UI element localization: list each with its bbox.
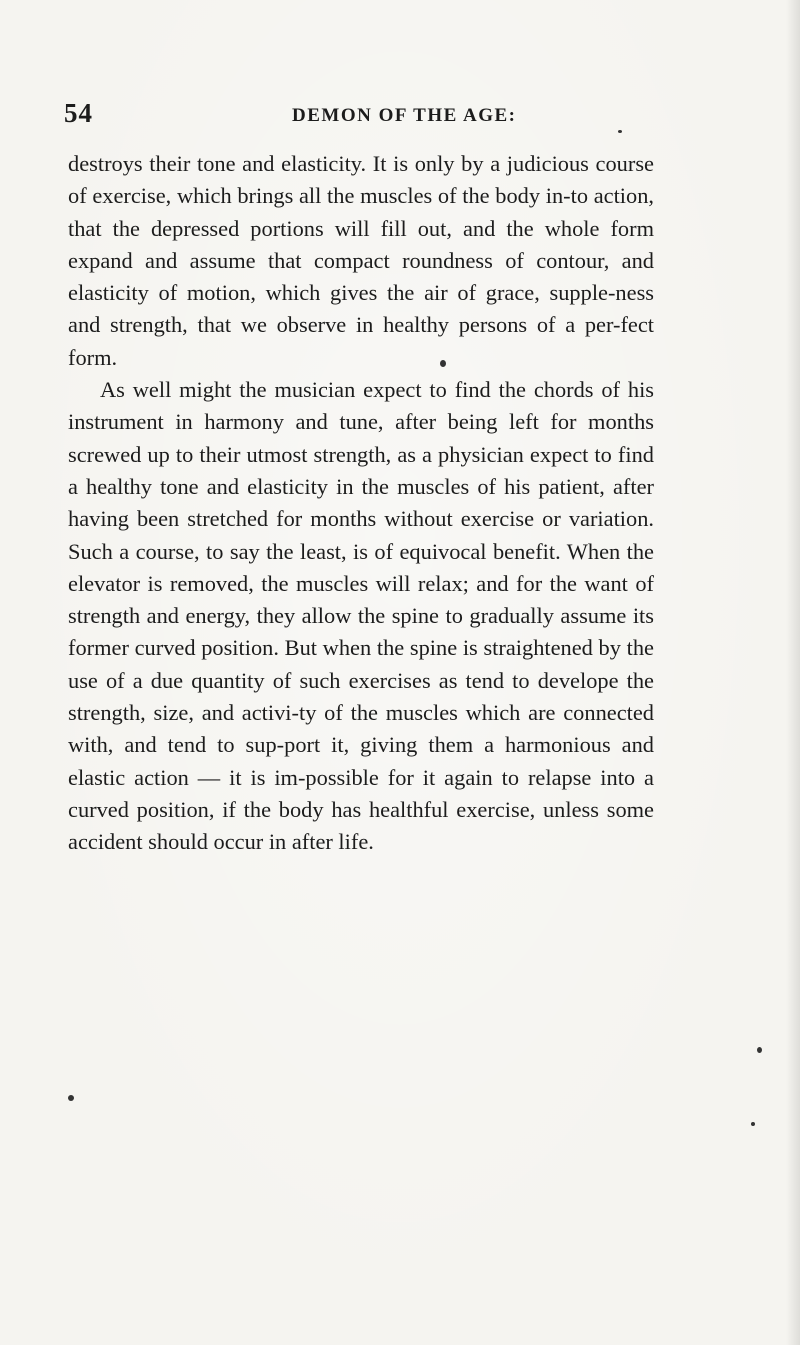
paper-speck bbox=[751, 1122, 755, 1126]
paragraph-1: destroys their tone and elasticity. It is only by a judicious course of exercise, which brings all the muscles of the body in-to action, that the depressed portions will fill out, and the whole form expand and assume that compact roundness of contour, and elasticity of motion, which gives the air of grace, supple-ness and strength, that we observe in healthy persons of a per-fect form. bbox=[68, 151, 654, 370]
running-head: DEMON OF THE AGE: bbox=[292, 105, 517, 126]
page-number: 54 bbox=[64, 98, 93, 128]
paper-speck bbox=[440, 360, 446, 367]
body-text bbox=[68, 148, 654, 859]
paper-speck bbox=[68, 1095, 74, 1101]
paper-speck bbox=[618, 130, 622, 133]
page-edge-shadow bbox=[786, 0, 800, 1345]
paper-speck bbox=[757, 1047, 762, 1053]
paragraph-2: As well might the musician expect to find the chords of his instrument in harmony and tune, after being left for months screwed up to their utmost strength, as a physician expect to find a healthy tone and elasticity in the muscles of his patient, after having been stretched for months without exercise or variation. Such a course, to say the least, is of equivocal benefit. When the elevator is removed, the muscles will relax; and for the want of strength and energy, they allow the spine to gradually assume its former curved position. But when the spine is straightened by the use of a due quantity of such exercises as tend to develope the strength, size, and activi-ty of the muscles which are connected with, and tend to sup-port it, giving them a harmonious and elastic action — it is im-possible for it again to relapse into a curved position, if the body has healthful exercise, unless some accident should occur in after life. bbox=[68, 377, 654, 855]
page-header bbox=[64, 98, 664, 132]
